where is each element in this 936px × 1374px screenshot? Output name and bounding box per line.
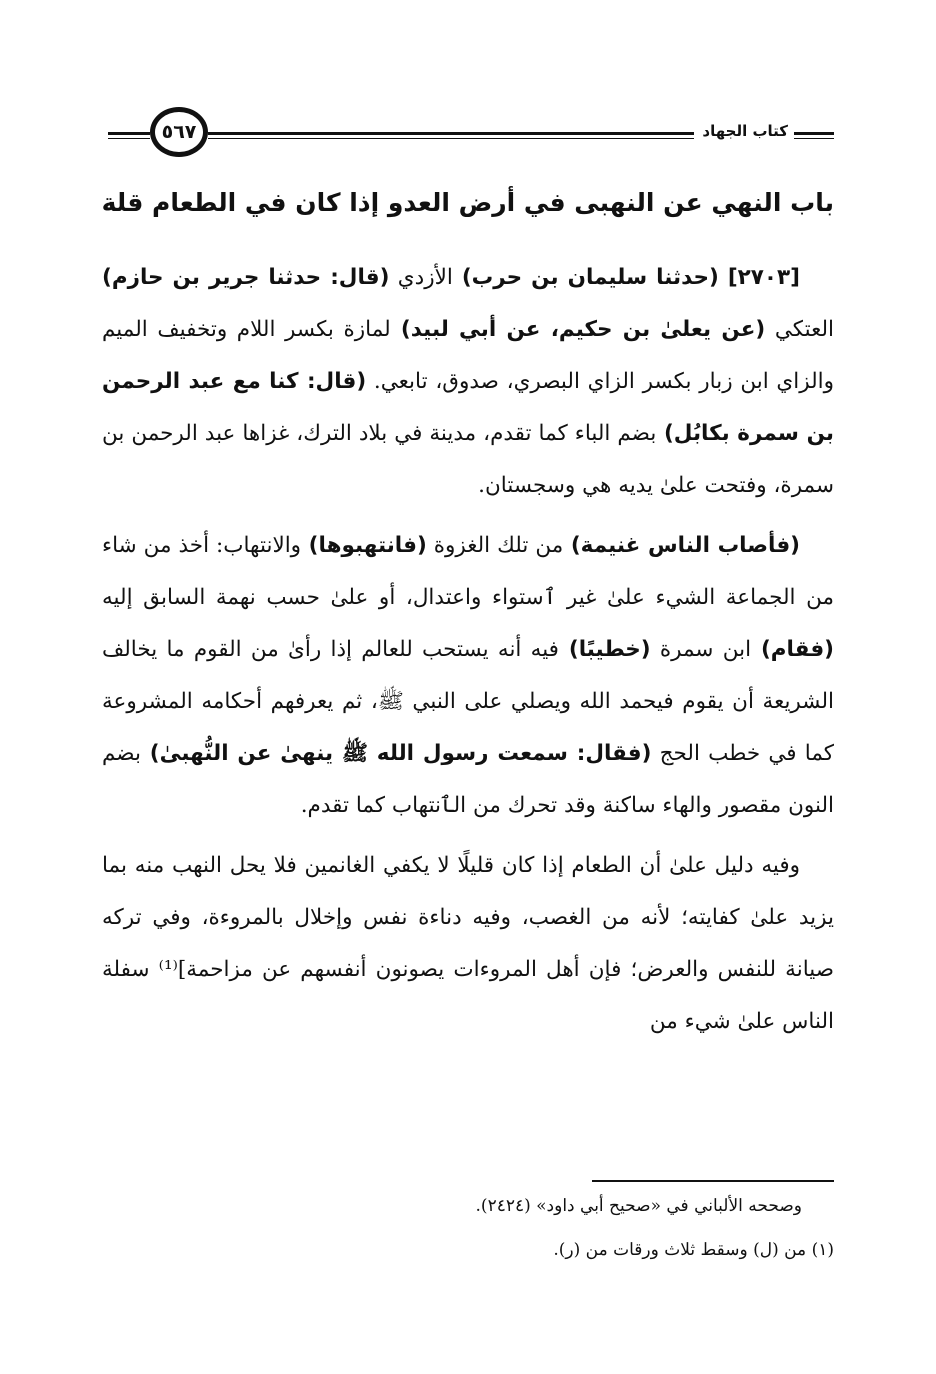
commentary-text: بضم النون مقصور والهاء ساكنة وقد تحرك من الٱنتهاب كما تقدم. bbox=[102, 741, 834, 818]
paragraph-3 bbox=[102, 840, 834, 1048]
header-rule-left bbox=[108, 132, 150, 139]
header-rule-right bbox=[794, 132, 834, 139]
commentary-text: العتكي bbox=[765, 317, 834, 342]
commentary-text: الأزدي bbox=[389, 265, 453, 290]
commentary-text: وفيه دليل علىٰ أن الطعام إذا كان قليلًا لا يكفي الغانمين فلا يحل النهب منه بما يزيد علىٰ كفايته؛ لأنه من الغصب، وفيه دناءة نفس وإخلال بالمروءة، وفي تركه صيانة للنفس والعرض؛ فإن أهل المروءات يصونون أنفسهم عن مزاحمة]⁽¹⁾ سفلة الناس علىٰ شيء من bbox=[102, 853, 834, 1034]
chapter-title: باب النهي عن النهبى في أرض العدو إذا كان في الطعام قلة bbox=[101, 188, 834, 217]
paragraph-1 bbox=[102, 252, 834, 512]
footnote-continuation: وصححه الألباني في «صحيح أبي داود» (٢٤٢٤). bbox=[475, 1196, 802, 1216]
body-text bbox=[102, 252, 834, 1056]
quoted-hadith-text: (فقال: سمعت رسول الله ﷺ ينهىٰ عن النُّهبىٰ) bbox=[140, 741, 652, 766]
commentary-text: ابن سمرة bbox=[650, 637, 752, 662]
commentary-text: بضم الباء كما تقدم، مدينة في بلاد الترك، غزاها عبد الرحمن بن سمرة، وفتحت علىٰ يديه هي وسجستان. bbox=[102, 421, 834, 498]
commentary-text: فيه أنه يستحب للعالم إذا رأىٰ من القوم ما يخالف الشريعة أن يقوم فيحمد الله ويصلي على النبي ﷺ، ثم يعرفهم أحكامه المشروعة كما في خطب الحج bbox=[102, 637, 834, 766]
commentary-text: والانتهاب: أخذ من شاء من الجماعة الشيء علىٰ غير ٱستواء واعتدال، أو علىٰ حسب نهمة السابق إليه bbox=[102, 533, 834, 610]
footnote-separator bbox=[592, 1180, 834, 1182]
quoted-hadith-text: (فانتهبوها) bbox=[301, 533, 427, 558]
page-header bbox=[108, 105, 834, 165]
header-rule-middle bbox=[208, 132, 694, 139]
quoted-hadith-text: (قال: كنا مع عبد الرحمن بن سمرة بكابُل) bbox=[102, 369, 834, 446]
running-head-book-title: كتاب الجهاد bbox=[702, 122, 788, 140]
quoted-hadith-text: [٢٧٠٣] (حدثنا سليمان بن حرب) bbox=[452, 265, 800, 290]
quoted-hadith-text: (قال: حدثنا جرير بن حازم) bbox=[102, 265, 390, 290]
quoted-hadith-text: (فقام) bbox=[751, 637, 834, 662]
footnote-1: (١) من (ل) وسقط ثلاث ورقات من (ر). bbox=[553, 1240, 834, 1260]
quoted-hadith-text: (فأصاب الناس غنيمة) bbox=[563, 533, 800, 558]
quoted-hadith-text: (خطيبًا) bbox=[558, 637, 651, 662]
paragraph-2 bbox=[102, 520, 834, 832]
commentary-text: لمازة بكسر اللام وتخفيف الميم والزاي ابن زبار بكسر الزاي البصري، صدوق، تابعي. bbox=[102, 317, 834, 394]
commentary-text: من تلك الغزوة bbox=[426, 533, 564, 558]
page-number: ٥٦٧ bbox=[150, 107, 208, 157]
quoted-hadith-text: (عن يعلىٰ بن حكيم، عن أبي لبيد) bbox=[390, 317, 766, 342]
